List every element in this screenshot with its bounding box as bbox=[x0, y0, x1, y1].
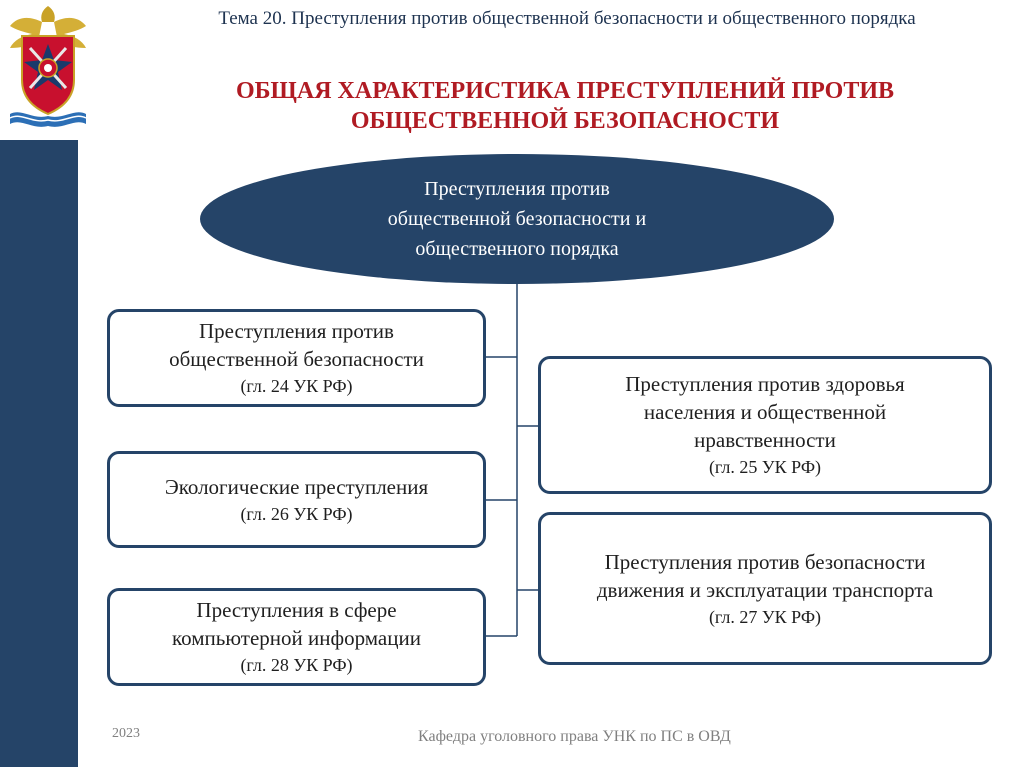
node-chapter-28 bbox=[107, 588, 486, 686]
root-node-line: Преступления против bbox=[424, 178, 610, 200]
root-node-line: общественной безопасности и bbox=[387, 208, 647, 230]
topic-header: Тема 20. Преступления против общественной безопасности и общественного порядка bbox=[218, 8, 916, 29]
footer-year: 2023 bbox=[112, 726, 140, 741]
node-chapter: (гл. 27 УК РФ) bbox=[708, 606, 822, 627]
node-chapter: (гл. 28 УК РФ) bbox=[240, 655, 353, 675]
node-chapter-25 bbox=[538, 356, 992, 494]
node-line: Преступления против здоровья bbox=[625, 372, 905, 396]
node-line: движения и эксплуатации транспорта bbox=[596, 577, 934, 602]
node-chapter-27 bbox=[538, 512, 992, 665]
root-node bbox=[200, 154, 834, 284]
title-line: ОБЩАЯ ХАРАКТЕРИСТИКА ПРЕСТУПЛЕНИЙ ПРОТИВ bbox=[235, 78, 895, 104]
node-line: Преступления в сфере bbox=[196, 598, 397, 622]
node-chapter: (гл. 24 УК РФ) bbox=[240, 376, 353, 396]
footer-department: Кафедра уголовного права УНК по ПС в ОВД bbox=[418, 728, 731, 745]
node-line: Преступления против bbox=[199, 319, 394, 343]
node-chapter: (гл. 25 УК РФ) bbox=[708, 457, 822, 477]
node-line: Экологические преступления bbox=[164, 474, 429, 499]
node-chapter-24 bbox=[107, 309, 486, 407]
node-line: компьютерной информации bbox=[172, 626, 421, 650]
title-line: ОБЩЕСТВЕННОЙ БЕЗОПАСНОСТИ bbox=[350, 108, 780, 134]
node-chapter: (гл. 26 УК РФ) bbox=[240, 503, 353, 524]
node-line: нравственности bbox=[694, 428, 836, 452]
node-line: Преступления против безопасности bbox=[604, 549, 926, 574]
root-node-line: общественного порядка bbox=[415, 238, 619, 260]
node-line: общественной безопасности bbox=[169, 347, 424, 371]
node-line: населения и общественной bbox=[643, 400, 887, 424]
node-chapter-26 bbox=[107, 451, 486, 548]
